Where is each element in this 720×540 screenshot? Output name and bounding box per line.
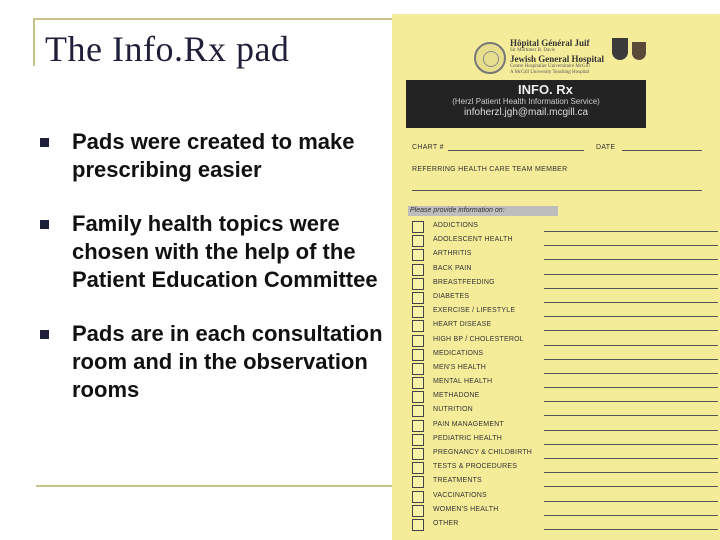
topic-checkbox[interactable] <box>412 476 424 488</box>
bullet-square-icon <box>40 138 49 147</box>
topic-checkbox[interactable] <box>412 405 424 417</box>
topic-row <box>412 390 712 404</box>
topic-checkbox[interactable] <box>412 519 424 531</box>
topic-row <box>412 248 712 262</box>
topic-checkbox[interactable] <box>412 448 424 460</box>
topic-checkbox[interactable] <box>412 249 424 261</box>
topic-label: ARTHRITIS <box>433 250 472 258</box>
section-label: Please provide information on: <box>408 206 558 216</box>
topic-label: METHADONE <box>433 392 480 400</box>
bullet-text: Pads were created to make prescribing easier <box>72 129 355 182</box>
topic-write-line <box>544 472 718 473</box>
date-field-line <box>622 150 702 151</box>
chart-field-line <box>448 150 584 151</box>
title-accent-horizontal <box>33 18 393 20</box>
topic-row <box>412 277 712 291</box>
bullet-item <box>40 128 390 184</box>
topic-write-line <box>544 302 718 303</box>
university-crest-icon <box>612 38 628 60</box>
hospital-affiliation: Centre Hospitalier Universitaire McGill <box>510 64 590 69</box>
pad-subtitle: (Herzl Patient Health Information Service) <box>452 97 600 106</box>
topic-write-line <box>544 515 718 516</box>
topic-write-line <box>544 486 718 487</box>
topic-write-line <box>544 458 718 459</box>
bullet-square-icon <box>40 220 49 229</box>
topic-checkbox[interactable] <box>412 335 424 347</box>
slide-title: The Info.Rx pad <box>45 29 290 69</box>
topic-checkbox[interactable] <box>412 391 424 403</box>
topic-row <box>412 461 712 475</box>
bullet-item <box>40 210 390 294</box>
topic-write-line <box>544 430 718 431</box>
hospital-name-en: Jewish General Hospital <box>510 54 604 64</box>
topic-checkbox[interactable] <box>412 292 424 304</box>
pad-email: infoherzl.jgh@mail.mcgill.ca <box>463 107 589 118</box>
info-rx-pad-image <box>392 14 720 540</box>
topic-row <box>412 348 712 362</box>
topic-label: HEART DISEASE <box>433 321 492 329</box>
hospital-seal-icon <box>474 42 506 74</box>
topic-label: VACCINATIONS <box>433 491 487 499</box>
shield-crest-icon <box>632 42 646 60</box>
topic-write-line <box>544 387 718 388</box>
topic-row <box>412 490 712 504</box>
topic-label: MENTAL HEALTH <box>433 378 493 386</box>
topic-label: TESTS & PROCEDURES <box>433 463 518 471</box>
topic-label: TREATMENTS <box>433 477 482 485</box>
topic-checkbox[interactable] <box>412 491 424 503</box>
topic-checkbox[interactable] <box>412 306 424 318</box>
bullet-square-icon <box>40 330 49 339</box>
referring-field-line <box>412 190 702 191</box>
topic-row <box>412 376 712 390</box>
topic-checkbox[interactable] <box>412 462 424 474</box>
topic-label: BREASTFEEDING <box>433 278 495 286</box>
topic-write-line <box>544 401 718 402</box>
pad-title: INFO. Rx <box>518 82 573 97</box>
topic-row <box>412 433 712 447</box>
topic-write-line <box>544 245 718 246</box>
topic-write-line <box>544 444 718 445</box>
topic-label: EXERCISE / LIFESTYLE <box>433 307 516 315</box>
topic-label: NUTRITION <box>433 406 473 414</box>
topic-write-line <box>544 501 718 502</box>
topic-checkbox[interactable] <box>412 320 424 332</box>
topic-checkbox[interactable] <box>412 363 424 375</box>
topic-label: WOMEN'S HEALTH <box>433 505 499 513</box>
topic-label: HIGH BP / CHOLESTEROL <box>433 335 524 343</box>
topic-checkbox[interactable] <box>412 264 424 276</box>
bullet-text: Pads are in each consultation room and in the observation rooms <box>72 321 383 402</box>
topic-row <box>412 419 712 433</box>
topic-label: MEDICATIONS <box>433 349 484 357</box>
topic-write-line <box>544 316 718 317</box>
pad-banner <box>406 80 646 128</box>
topic-row <box>412 263 712 277</box>
topic-row <box>412 234 712 248</box>
topic-row <box>412 220 712 234</box>
bullet-text: Family health topics were chosen with the help of the Patient Education Committee <box>72 211 378 292</box>
topic-write-line <box>544 415 718 416</box>
topic-label: PAIN MANAGEMENT <box>433 420 504 428</box>
topic-write-line <box>544 274 718 275</box>
topic-label: DIABETES <box>433 292 470 300</box>
date-field-label: DATE <box>596 144 616 151</box>
chart-field-label: CHART # <box>412 144 444 151</box>
topic-write-line <box>544 259 718 260</box>
topic-row <box>412 504 712 518</box>
topic-checkbox[interactable] <box>412 278 424 290</box>
topic-write-line <box>544 345 718 346</box>
topic-checkbox[interactable] <box>412 221 424 233</box>
topic-checkbox[interactable] <box>412 349 424 361</box>
topic-write-line <box>544 373 718 374</box>
topic-checklist <box>412 220 712 532</box>
hospital-name-fr: Hôpital Général Juif <box>510 38 590 48</box>
topic-row <box>412 518 712 532</box>
topic-row <box>412 447 712 461</box>
topic-checkbox[interactable] <box>412 420 424 432</box>
title-accent-vertical <box>33 18 35 66</box>
topic-label: PREGNANCY & CHILDBIRTH <box>433 449 533 456</box>
topic-write-line <box>544 529 718 530</box>
topic-label: MEN'S HEALTH <box>433 363 487 371</box>
topic-write-line <box>544 359 718 360</box>
bullet-item <box>40 320 390 404</box>
topic-label: ADOLESCENT HEALTH <box>433 236 513 244</box>
topic-row <box>412 362 712 376</box>
hospital-affiliation-en: A McGill University Teaching Hospital <box>510 70 589 75</box>
topic-row <box>412 334 712 348</box>
topic-write-line <box>544 330 718 331</box>
hospital-subtitle: Sir Mortimer B. Davis <box>510 48 555 53</box>
topic-checkbox[interactable] <box>412 377 424 389</box>
bullet-list <box>40 128 390 404</box>
topic-label: ADDICTIONS <box>433 222 479 229</box>
topic-checkbox[interactable] <box>412 434 424 446</box>
topic-row <box>412 291 712 305</box>
topic-label: PEDIATRIC HEALTH <box>433 434 503 442</box>
topic-row <box>412 319 712 333</box>
topic-label: BACK PAIN <box>433 264 472 272</box>
topic-checkbox[interactable] <box>412 235 424 247</box>
topic-row <box>412 404 712 418</box>
referring-field-label: REFERRING HEALTH CARE TEAM MEMBER <box>412 166 568 173</box>
topic-row <box>412 305 712 319</box>
topic-row <box>412 475 712 489</box>
footer-rule <box>36 485 396 487</box>
hospital-name <box>510 38 620 76</box>
topic-write-line <box>544 288 718 289</box>
topic-label: OTHER <box>433 519 459 527</box>
topic-write-line <box>544 231 718 232</box>
topic-checkbox[interactable] <box>412 505 424 517</box>
